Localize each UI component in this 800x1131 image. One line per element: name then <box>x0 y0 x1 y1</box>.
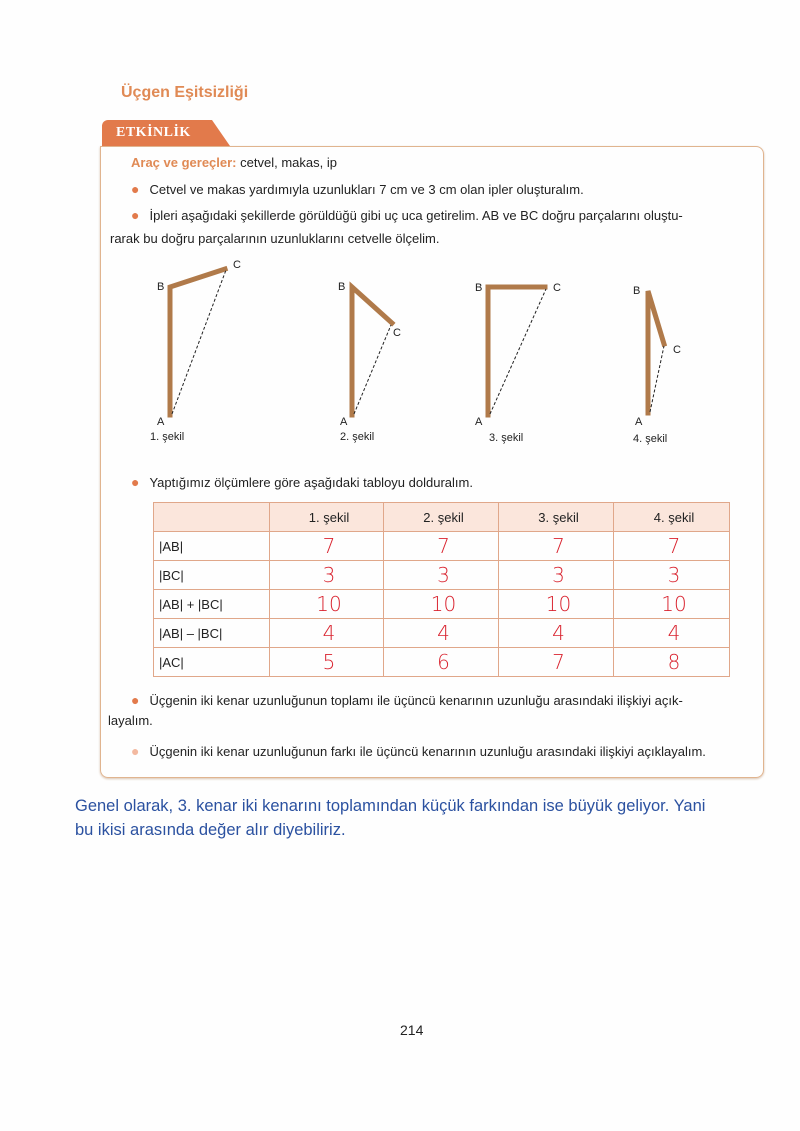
cell: 10 <box>384 590 499 619</box>
bullet-text: Cetvel ve makas yardımıyla uzunlukları 7 cm ve 3 cm olan ipler oluşturalım. <box>149 182 584 197</box>
table-header: 4. şekil <box>614 503 730 532</box>
fig4-c: C <box>673 344 681 356</box>
fig3-b: B <box>475 282 483 294</box>
table-row <box>154 532 730 561</box>
fig4-b: B <box>633 285 641 297</box>
materials: cetvel, makas, ip <box>240 155 337 170</box>
fig4-ac-dashed <box>650 346 664 412</box>
table-header: 3. şekil <box>499 503 614 532</box>
row-label: |AC| <box>154 648 270 677</box>
section-title: Üçgen Eşitsizliği <box>121 84 249 101</box>
fig4-a: A <box>635 416 643 428</box>
fig2-a: A <box>340 416 348 428</box>
table-header: 1. şekil <box>270 503 384 532</box>
cell: 7 <box>499 648 614 677</box>
cell: 3 <box>499 561 614 590</box>
fig2-c: C <box>393 327 401 339</box>
question-1-cont: layalım. <box>108 713 153 728</box>
cell: 4 <box>270 619 384 648</box>
question-text: Üçgenin iki kenar uzunluğunun farkı ile üçüncü kenarının uzunluğu arasındaki ilişkiyi açıklayalım. <box>149 744 706 759</box>
answer-line-1: Genel olarak, 3. kenar iki kenarını toplamından küçük farkından ise büyük geliyor. Yani <box>75 797 706 815</box>
fig1-caption: 1. şekil <box>150 431 185 443</box>
cell: 4 <box>614 619 730 648</box>
fig2-ac-dashed <box>354 325 391 414</box>
row-label: |AB| – |BC| <box>154 619 270 648</box>
fig2-b: B <box>338 281 346 293</box>
bullet-icon: ● <box>131 181 140 197</box>
cell: 3 <box>270 561 384 590</box>
table-row <box>154 590 730 619</box>
cell: 8 <box>614 648 730 677</box>
cell: 4 <box>499 619 614 648</box>
measurement-table <box>153 502 730 677</box>
bullet-2-cont: rarak bu doğru parçalarının uzunluklarını cetvelle ölçelim. <box>110 231 440 246</box>
cell: 7 <box>384 532 499 561</box>
cell: 7 <box>270 532 384 561</box>
table-row <box>154 619 730 648</box>
bullet-icon: ● <box>131 692 140 708</box>
instruction-text: Yaptığımız ölçümlere göre aşağıdaki tabloyu dolduralım. <box>149 475 473 490</box>
fig4-string <box>648 291 664 413</box>
fig3-string <box>488 287 545 415</box>
bullet-text: İpleri aşağıdaki şekillerde görüldüğü gibi uç uca getirelim. AB ve BC doğru parçalarını oluştu- <box>149 208 683 223</box>
page-number: 214 <box>400 1022 424 1038</box>
fig4-caption: 4. şekil <box>633 433 668 445</box>
cell: 7 <box>614 532 730 561</box>
cell: 7 <box>499 532 614 561</box>
table-header: 2. şekil <box>384 503 499 532</box>
fig3-a: A <box>475 416 483 428</box>
answer-line-2: bu ikisi arasında değer alır diyebiliriz. <box>75 821 346 839</box>
fig1-ac-dashed <box>172 270 226 414</box>
cell: 10 <box>614 590 730 619</box>
table-row <box>154 561 730 590</box>
question-1 <box>131 692 683 708</box>
fig1-c: C <box>233 259 241 271</box>
fig3-c: C <box>553 282 561 294</box>
cell: 3 <box>384 561 499 590</box>
fig1-string <box>170 269 225 415</box>
cell: 10 <box>270 590 384 619</box>
row-label: |AB| <box>154 532 270 561</box>
figures <box>0 0 800 460</box>
fig3-caption: 3. şekil <box>489 432 524 444</box>
fig3-ac-dashed <box>490 289 546 414</box>
row-label: |AB| + |BC| <box>154 590 270 619</box>
materials-label: Araç ve gereçler: <box>131 155 237 170</box>
fig2-string <box>352 287 392 415</box>
cell: 6 <box>384 648 499 677</box>
table-header-empty <box>154 503 270 532</box>
question-2 <box>131 743 706 759</box>
cell: 4 <box>384 619 499 648</box>
row-label: |BC| <box>154 561 270 590</box>
table-instruction <box>131 474 473 490</box>
cell: 3 <box>614 561 730 590</box>
question-text: Üçgenin iki kenar uzunluğunun toplamı ile üçüncü kenarının uzunluğu arasındaki ilişkiyi açık- <box>149 693 683 708</box>
cell: 10 <box>499 590 614 619</box>
activity-tab: ETKİNLİK <box>102 120 212 146</box>
cell: 5 <box>270 648 384 677</box>
bullet-icon: ● <box>131 743 140 759</box>
table-row <box>154 648 730 677</box>
bullet-icon: ● <box>131 474 140 490</box>
table-header-row <box>154 503 730 532</box>
fig2-caption: 2. şekil <box>340 431 375 443</box>
fig1-a: A <box>157 416 165 428</box>
bullet-icon: ● <box>131 207 140 223</box>
fig1-b: B <box>157 281 165 293</box>
